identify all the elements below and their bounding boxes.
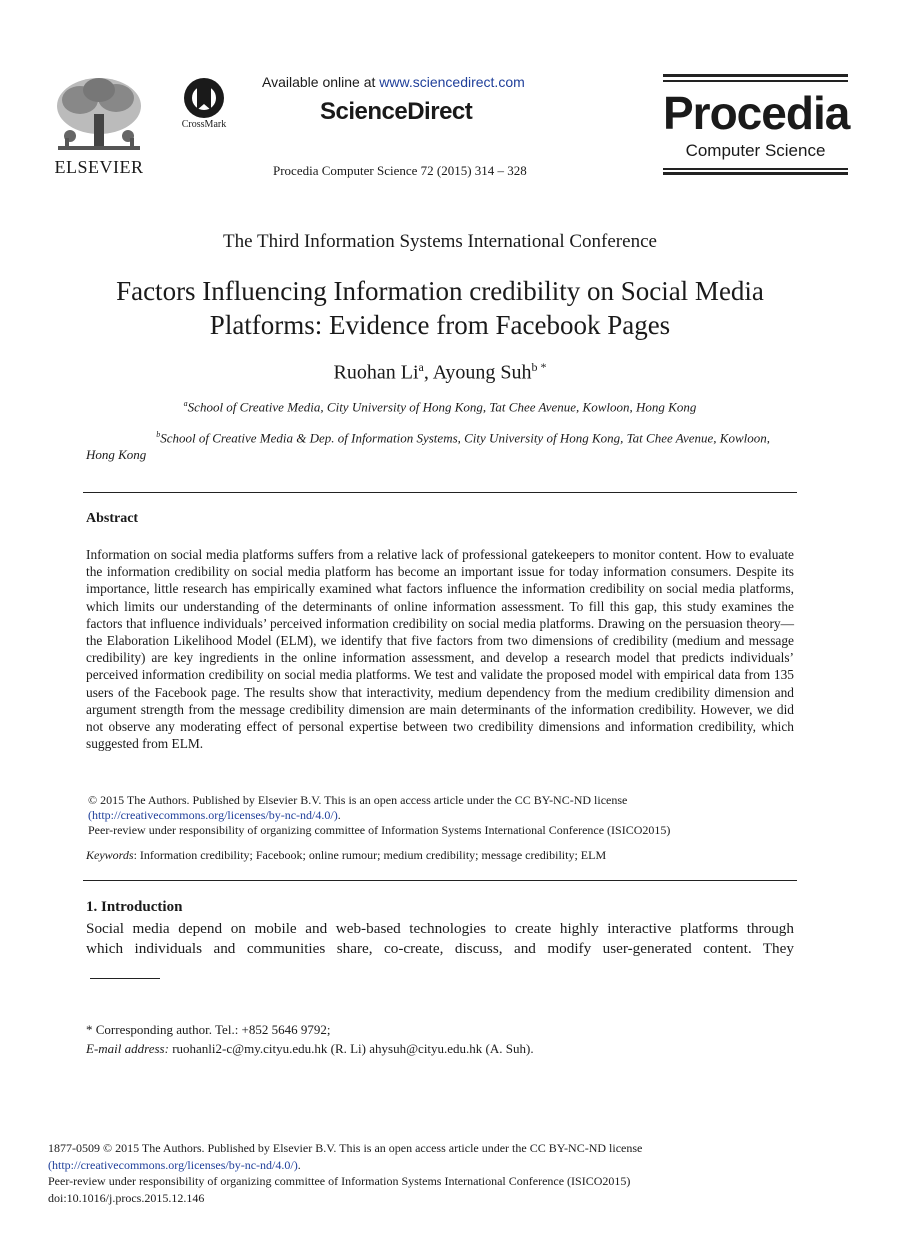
author-affiliation-sup: b * — [531, 360, 547, 374]
available-online — [262, 74, 552, 90]
author-affiliation-sup: a — [418, 360, 424, 374]
abstract-heading: Abstract — [86, 511, 139, 526]
journal-citation: Procedia Computer Science 72 (2015) 314 – 328 — [273, 163, 527, 178]
affiliation-b — [86, 426, 786, 463]
conference-name: The Third Information Systems International Conference — [223, 231, 657, 252]
elsevier-tree-icon — [50, 74, 148, 158]
elsevier-wordmark: ELSEVIER — [54, 157, 144, 177]
affiliation-sup: b — [156, 430, 161, 439]
copyright-end: . — [337, 808, 341, 822]
affiliation-text: School of Creative Media, City University of Hong Kong, Tat Chee Avenue, Kowloon, Hong Kong — [187, 399, 697, 415]
copyright-line: © 2015 The Authors. Published by Elsevier B.V. This is an open access article under the CC BY-NC-ND license — [88, 793, 628, 807]
doi[interactable]: doi:10.1016/j.procs.2015.12.146 — [48, 1190, 205, 1205]
crossmark-label: CrossMark — [181, 119, 227, 130]
paper-title — [0, 274, 880, 342]
paper-title-line2: Platforms: Evidence from Facebook Pages — [209, 310, 671, 340]
divider — [83, 880, 797, 881]
affiliation-text: Hong Kong — [86, 447, 147, 463]
license-link[interactable]: (http://creativecommons.org/licenses/by-nc-nd/4.0/) — [88, 808, 338, 822]
copyright-notice — [88, 793, 788, 838]
affiliation-text: School of Creative Media & Dep. of Information Systems, City University of Hong Kong, Tat Chee Avenue, Kowloon, — [160, 430, 770, 446]
page-footer — [48, 1140, 868, 1206]
footnote-rule — [90, 978, 160, 979]
procedia-title: Procedia — [663, 87, 850, 139]
procedia-subtitle: Computer Science — [685, 141, 826, 160]
section-heading: 1. Introduction — [86, 899, 183, 915]
email-addresses: ruohanli2-c@my.cityu.edu.hk (R. Li) ahysuh@cityu.edu.hk (A. Suh). — [168, 1041, 534, 1056]
sciencedirect-link[interactable]: www.sciencedirect.com — [379, 74, 525, 90]
intro-line: Social media depend on mobile and web-based technologies to create highly interactive platforms through — [86, 920, 794, 937]
available-online-text: Available online at — [262, 74, 380, 90]
footer-url-end: . — [297, 1157, 301, 1172]
elsevier-logo — [50, 74, 148, 180]
author-name: Ayoung Suh — [432, 361, 532, 384]
email-label: E-mail address: — [86, 1041, 169, 1056]
footnotes — [86, 1020, 786, 1058]
corresponding-author: * Corresponding author. Tel.: +852 5646 9792; — [86, 1022, 331, 1037]
author-name: Ruohan Li — [333, 361, 419, 384]
author-list — [0, 360, 880, 385]
abstract-body: Information on social media platforms suffers from a relative lack of professional gatekeepers to monitor content. How to evaluate the information credibility on social media platform has become an important issue for today information consumers. Despite its importance, little research has empirically examined what factors influence the information credibility on social media platforms, which limits our understanding of the determinants of online information assessment. To fill this gap, this study examines the factors that influence individuals’ perceived information credibility on social media platforms. Drawing on the persuasion theory—the Elaboration Likelihood Model (ELM), we identify that five factors from two dimensions of credibility (medium and message credibility) are key ingredients in the online information assessment, and develop a research model that predicts individuals’ perceived information credibility on social media platforms. We test and validate the proposed model with empirical data from 135 users of the Facebook page. The results show that interactivity, medium dependency from the medium credibility dimension and argument strength from the message credibility dimension are main determinants of the information credibility. However, we did not observe any moderating effect of personal expertise between two credibility dimensions and information credibility, which suggested from ELM. — [86, 547, 794, 752]
peer-review-line: Peer-review under responsibility of organizing committee of Information Systems International Conference (ISICO2015) — [88, 823, 671, 837]
footer-peer-review: Peer-review under responsibility of organizing committee of Information Systems International Conference (ISICO2015) — [48, 1174, 631, 1188]
crossmark-icon — [172, 76, 236, 120]
affiliation-a — [0, 399, 880, 415]
affiliation-sup: a — [183, 399, 188, 408]
procedia-logo — [663, 74, 848, 176]
divider — [83, 492, 797, 493]
paper-title-line1: Factors Influencing Information credibility on Social Media — [116, 276, 764, 306]
author-separator: , — [423, 361, 433, 384]
intro-paragraph — [86, 919, 794, 959]
keywords-label: Keywords — [86, 848, 134, 862]
footer-license-link[interactable]: (http://creativecommons.org/licenses/by-nc-nd/4.0/) — [48, 1157, 298, 1172]
keywords-line — [86, 848, 796, 863]
sciencedirect-wordmark: ScienceDirect — [320, 98, 473, 125]
footer-copyright: 1877-0509 © 2015 The Authors. Published by Elsevier B.V. This is an open access article under the CC BY-NC-ND license — [48, 1141, 643, 1155]
intro-line: which individuals and communities share, co-create, discuss, and modify user-generated content. They — [86, 940, 794, 957]
crossmark-logo[interactable] — [172, 76, 236, 136]
keywords-text: : Information credibility; Facebook; online rumour; medium credibility; message credibility; ELM — [133, 848, 607, 862]
